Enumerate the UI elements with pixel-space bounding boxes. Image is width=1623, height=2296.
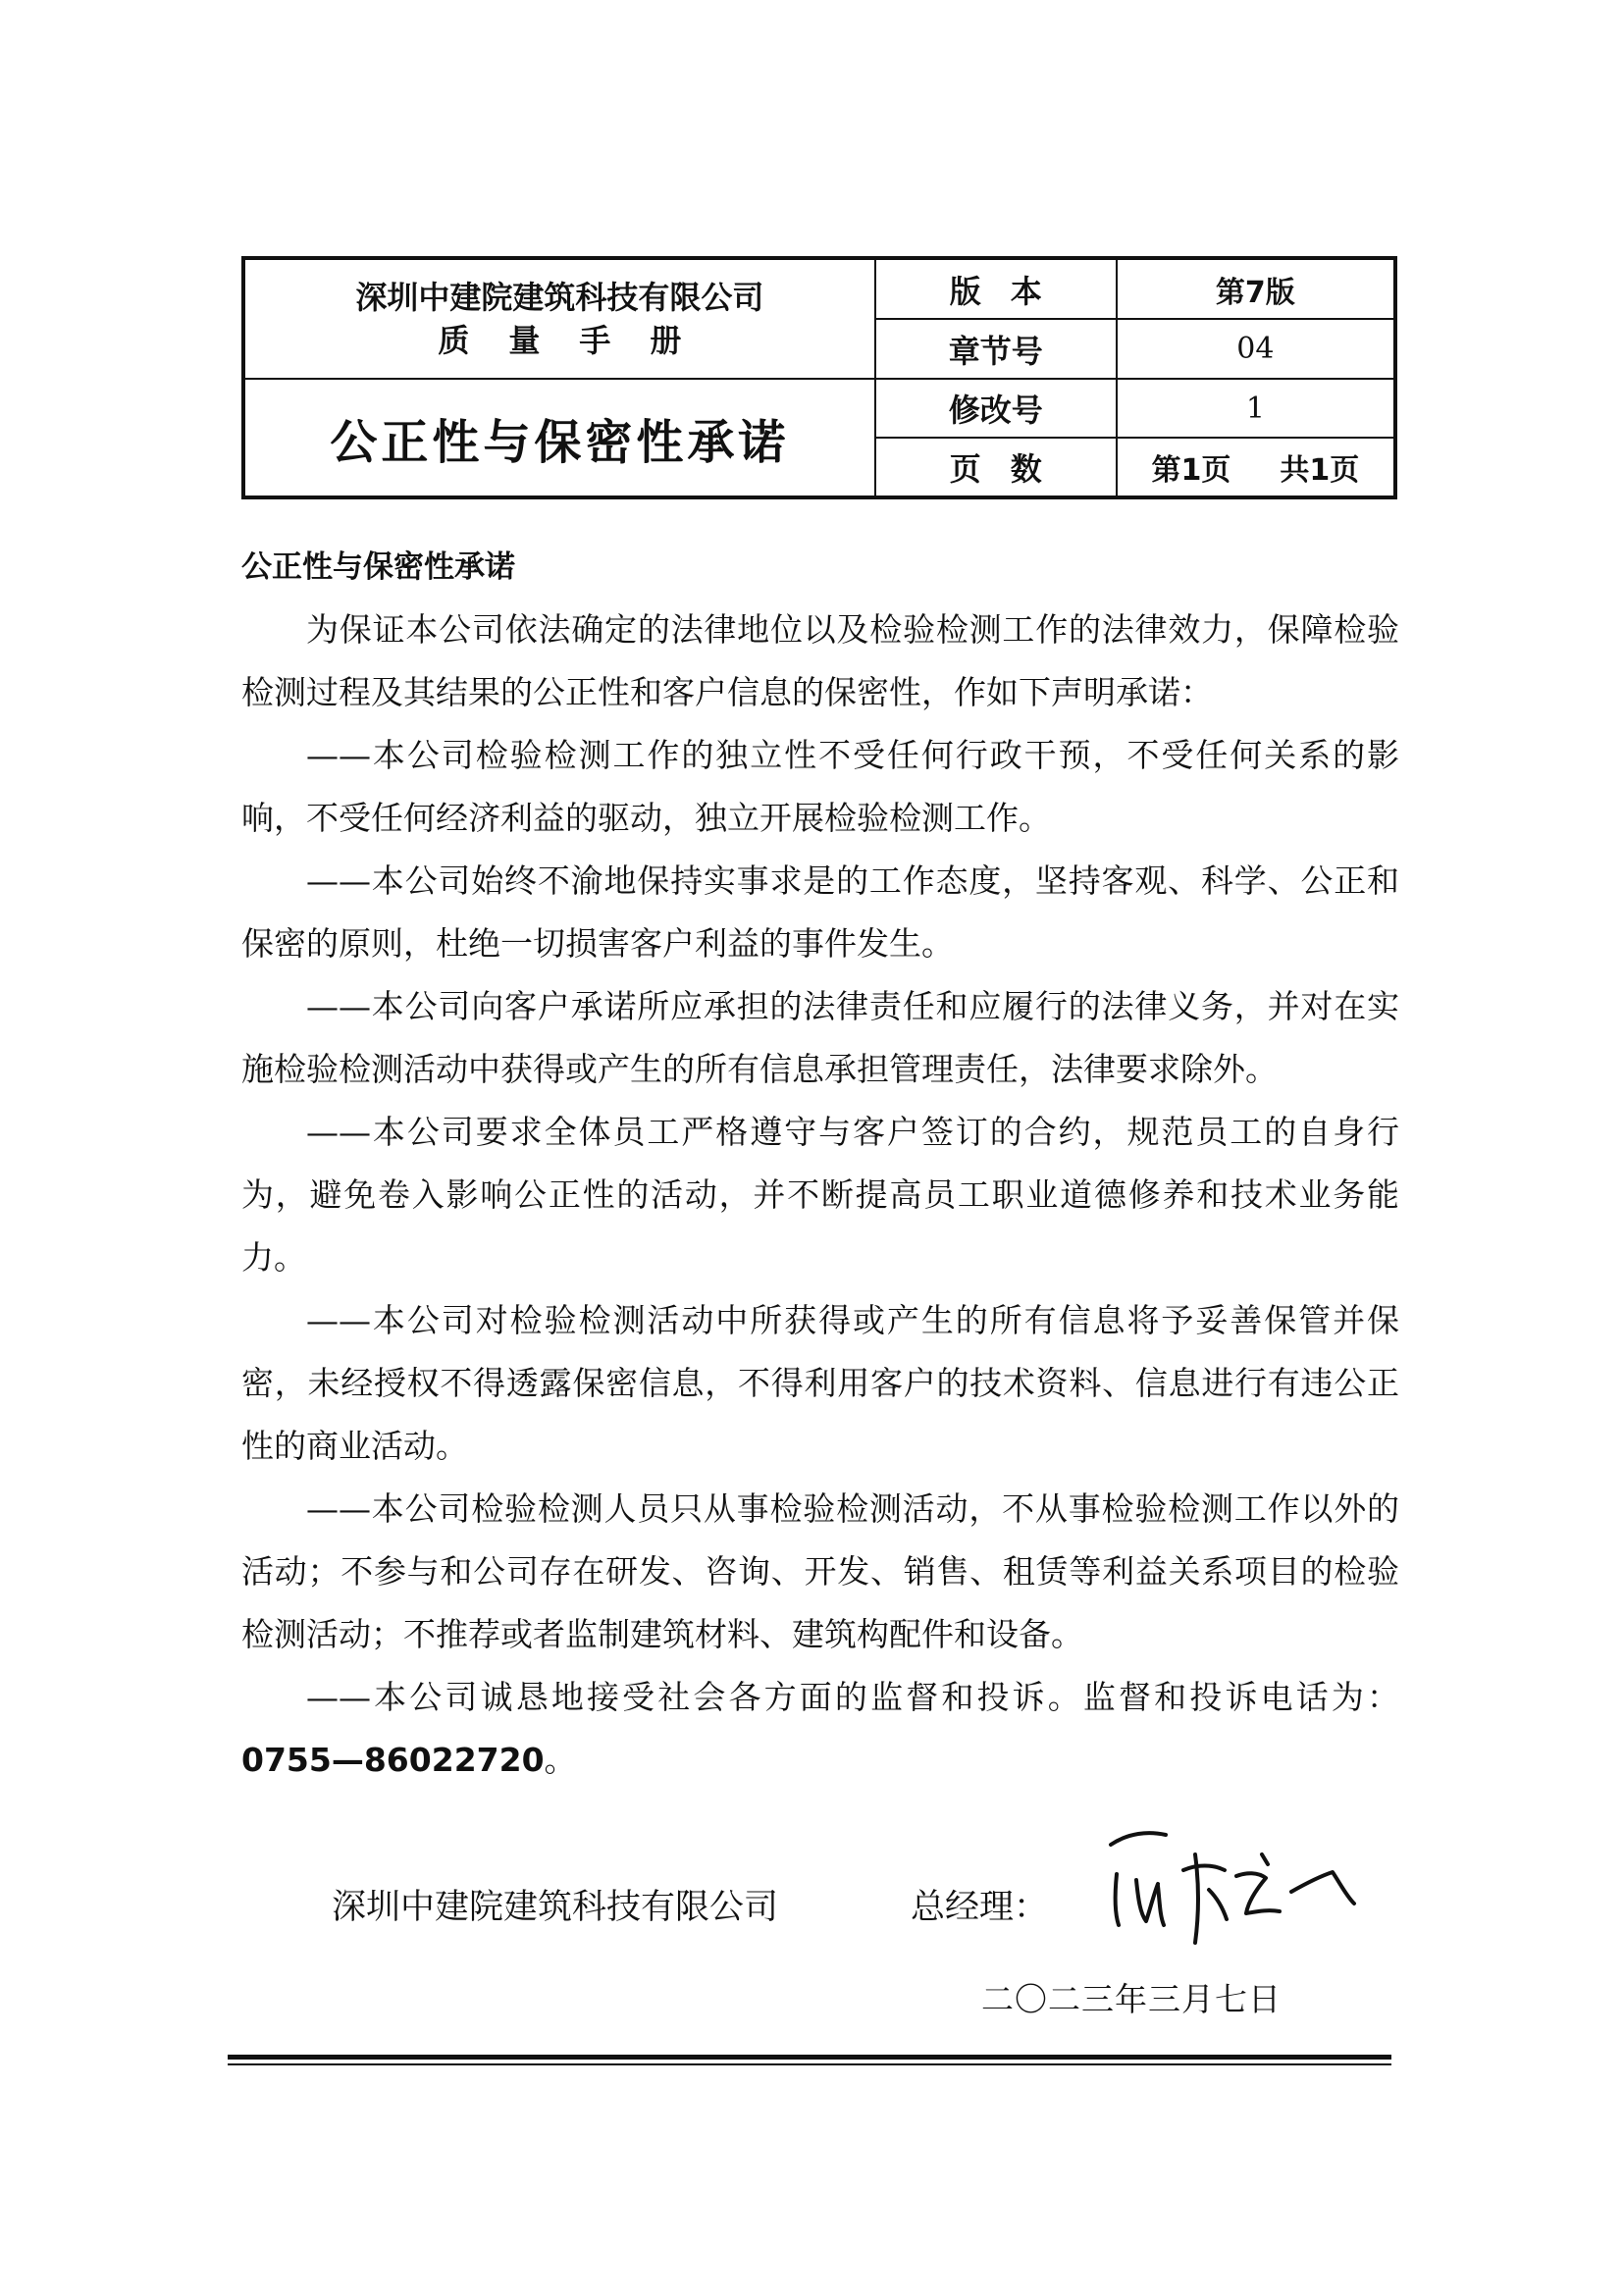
commitment-item-1: ——本公司检验检测工作的独立性不受任何行政干预，不受任何关系的影响，不受任何经济利益的驱动，独立开展检验检测工作。 bbox=[241, 736, 1399, 837]
revision-value: 1 bbox=[1117, 379, 1395, 438]
revision-label: 修改号 bbox=[875, 379, 1117, 438]
manual-title: 质量手册 bbox=[438, 322, 721, 359]
commitment-item-6: ——本公司检验检测人员只从事检验检测活动，不从事检验检测工作以外的活动；不参与和公司存在研发、咨询、开发、销售、租赁等利益关系项目的检验检测活动；不推荐或者监制建筑材料、建筑构配件和设备。 bbox=[241, 1489, 1399, 1653]
intro-paragraph: 为保证本公司依法确定的法律地位以及检验检测工作的法律效力，保障检验检测过程及其结果的公正性和客户信息的保密性，作如下声明承诺： bbox=[241, 610, 1399, 711]
version-label: 版本 bbox=[875, 258, 1117, 319]
footer-rule-thick bbox=[228, 2055, 1391, 2060]
complaint-paragraph: ——本公司诚恳地接受社会各方面的监督和投诉。监督和投诉电话为：0755—86022720。 bbox=[241, 1678, 1399, 1779]
commitment-item-3: ——本公司向客户承诺所应承担的法律责任和应履行的法律义务，并对在实施检验检测活动中获得或产生的所有信息承担管理责任，法律要求除外。 bbox=[241, 987, 1399, 1088]
body-heading: 公正性与保密性承诺 bbox=[241, 549, 515, 585]
commitment-item-2: ——本公司始终不渝地保持实事求是的工作态度，坚持客观、科学、公正和保密的原则，杜绝一切损害客户利益的事件发生。 bbox=[241, 861, 1399, 963]
footer-rule-thin bbox=[228, 2063, 1391, 2065]
chapter-label: 章节号 bbox=[875, 319, 1117, 379]
page-total: 共1页 bbox=[1280, 453, 1360, 488]
general-manager-label: 总经理： bbox=[911, 1888, 1049, 1927]
commitment-item-5: ——本公司对检验检测活动中所获得或产生的所有信息将予妥善保管并保密，未经授权不得透露保密信息，不得利用客户的技术资料、信息进行有违公正性的商业活动。 bbox=[241, 1301, 1399, 1465]
document-title: 公正性与保密性承诺 bbox=[243, 379, 875, 497]
handwritten-signature bbox=[1089, 1815, 1364, 1953]
document-header-table bbox=[241, 256, 1397, 499]
pages-value bbox=[1117, 438, 1395, 497]
commitment-body bbox=[241, 599, 1399, 1792]
version-value: 第7版 bbox=[1117, 258, 1395, 319]
pages-label: 页数 bbox=[875, 438, 1117, 497]
complaint-phone: 0755—86022720 bbox=[241, 1741, 545, 1779]
signature-date: 二〇二三年三月七日 bbox=[981, 1980, 1282, 2018]
company-name: 深圳中建院建筑科技有限公司 bbox=[355, 279, 764, 316]
signature-company: 深圳中建院建筑科技有限公司 bbox=[332, 1888, 779, 1927]
chapter-value: 04 bbox=[1117, 319, 1395, 379]
company-manual-cell bbox=[243, 258, 875, 379]
commitment-item-4: ——本公司要求全体员工严格遵守与客户签订的合约，规范员工的自身行为，避免卷入影响公正性的活动，并不断提高员工职业道德修养和技术业务能力。 bbox=[241, 1113, 1399, 1277]
page-current: 第1页 bbox=[1151, 453, 1231, 488]
